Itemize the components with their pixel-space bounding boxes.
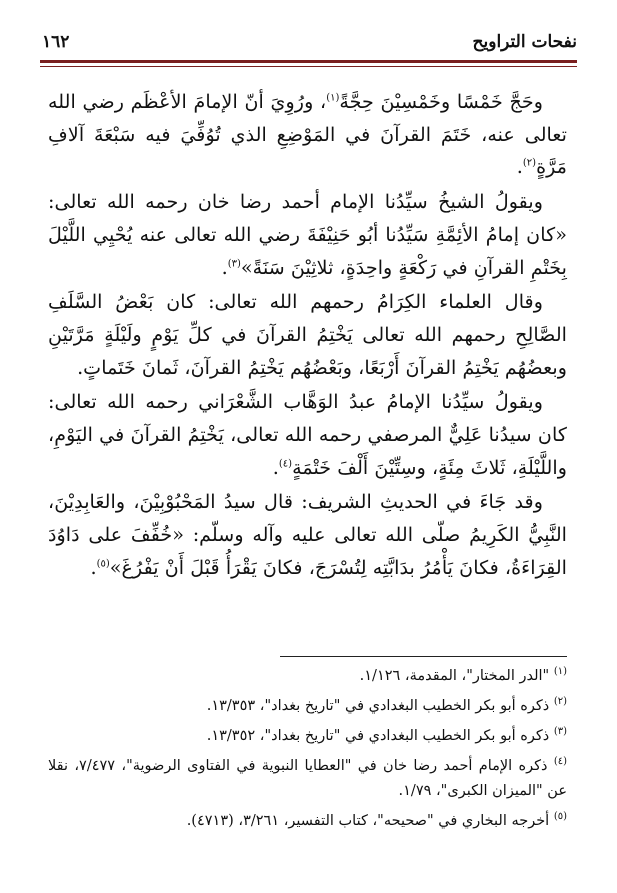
header-rule-thick (40, 60, 577, 63)
footnote-number: (٤) (553, 756, 568, 768)
running-title: نفحات التراويح (472, 32, 577, 52)
paragraph: ويقولُ سيِّدُنا الإمامُ عبدُ الوَهَّاب الشَّعْرَاني رحمه الله تعالى: كان سيدُنا عَلِيٌّ المرصفي رحمه الله تعالى، يَخْتِمُ القرآنَ في اليَوْمِ، واللَّيْلَةِ، ثَلاثَ مِئَةٍ، وسِتِّيْنَ أَلْفَ خَتْمَةٍ$^{(٤)}$. (48, 390, 567, 479)
footnote: $^{(٢)}$ ذكره أبو بكر الخطيب البغدادي في "تاريخ بغداد"، ١٣/٣٥٣. (206, 696, 567, 714)
paragraph: وقال العلماء الكِرَامُ رحمهم الله تعالى: كان بَعْضُ السَّلَفِ الصَّالِحِ رحمهم الله تعالى يَخْتِمُ القرآنَ في كلِّ يَوْمٍ ولَيْلَةٍ مَرَّتَيْنِ وبعضُهُم يَخْتِمُ القرآنَ أَرْبَعًا، وبَعْضُهُم يَخْتِمُ القرآنَ، ثَمانَ خَتَماتٍ. (48, 290, 567, 379)
footnote-marker[interactable]: (٤) (278, 458, 293, 470)
paragraph: وحَجَّ خَمْسًا وخَمْسِيْنَ حِجَّةً$^{(١)}$، ورُوِيَ أنّ الإمامَ الأعْظَم رضي الله تعالى عنه، خَتَمَ القرآنَ في المَوْضِعِ الذي تُوُفِّيَ فيه سَبْعَةَ آلافِ مَرَّةٍ$^{(٢)}$. (48, 90, 567, 179)
footnote-marker[interactable]: (٣) (227, 258, 241, 270)
page-number: ١٦٢ (42, 32, 70, 52)
footnote: $^{(٣)}$ ذكره أبو بكر الخطيب البغدادي في "تاريخ بغداد"، ١٣/٣٥٢. (206, 726, 567, 744)
footnotes (48, 664, 567, 839)
footnote: $^{(٤)}$ ذكره الإمام أحمد رضا خان في "العطايا النبوية في الفتاوى الرضوية"، ٧/٤٧٧، نقلا عن "الميزان الكبرى"، ١/٧٩. (48, 756, 568, 799)
footnote: $^{(١)}$ "الدر المختار"، المقدمة، ١/١٢٦. (359, 666, 567, 684)
footnote-marker[interactable]: (٢) (522, 158, 537, 170)
page-header (42, 28, 577, 56)
footnote-number: (٥) (553, 811, 567, 823)
footnote-separator (280, 656, 567, 657)
footnote-number: (١) (553, 666, 567, 678)
footnote-marker[interactable]: (٥) (96, 558, 110, 570)
paragraph: ويقولُ الشيخُ سيِّدُنا الإمام أحمد رضا خان رحمه الله تعالى: «كان إمامُ الأئِمَّةِ سَيِّدُنا أبُو حَنِيْفَةَ رضي الله تعالى عنه يُحْيِي اللَّيْلَ بِخَتْمِ القرآنِ في رَكْعَةٍ واحِدَةٍ، ثلاثِيْنَ سَنَةً»$^{(٣)}$. (48, 190, 567, 279)
footnote-number: (٢) (553, 696, 567, 708)
header-rule-thin (40, 66, 577, 67)
footnote-marker[interactable]: (١) (326, 92, 340, 104)
footnote: $^{(٥)}$ أخرجه البخاري في "صحيحه"، كتاب التفسير، ٣/٢٦١، (٤٧١٣). (186, 811, 567, 829)
footnote-number: (٣) (553, 726, 567, 738)
main-text (48, 86, 567, 587)
paragraph: وقد جَاءَ في الحديثِ الشريف: قال سيدُ المَحْبُوْبِيْنَ، والعَابِدِيْنَ، النَّبِيُّ الكَرِيمُ صلّى الله تعالى عليه وآله وسلّم: «خُفِّفَ على دَاوُدَ القِرَاءَةُ، فكانَ يَأْمُرُ بدَابَّتِه لِتُسْرَجَ، فكانَ يَقْرَأُ قَبْلَ أَنْ يَفْرُغَ»$^{(٥)}$. (48, 490, 567, 579)
